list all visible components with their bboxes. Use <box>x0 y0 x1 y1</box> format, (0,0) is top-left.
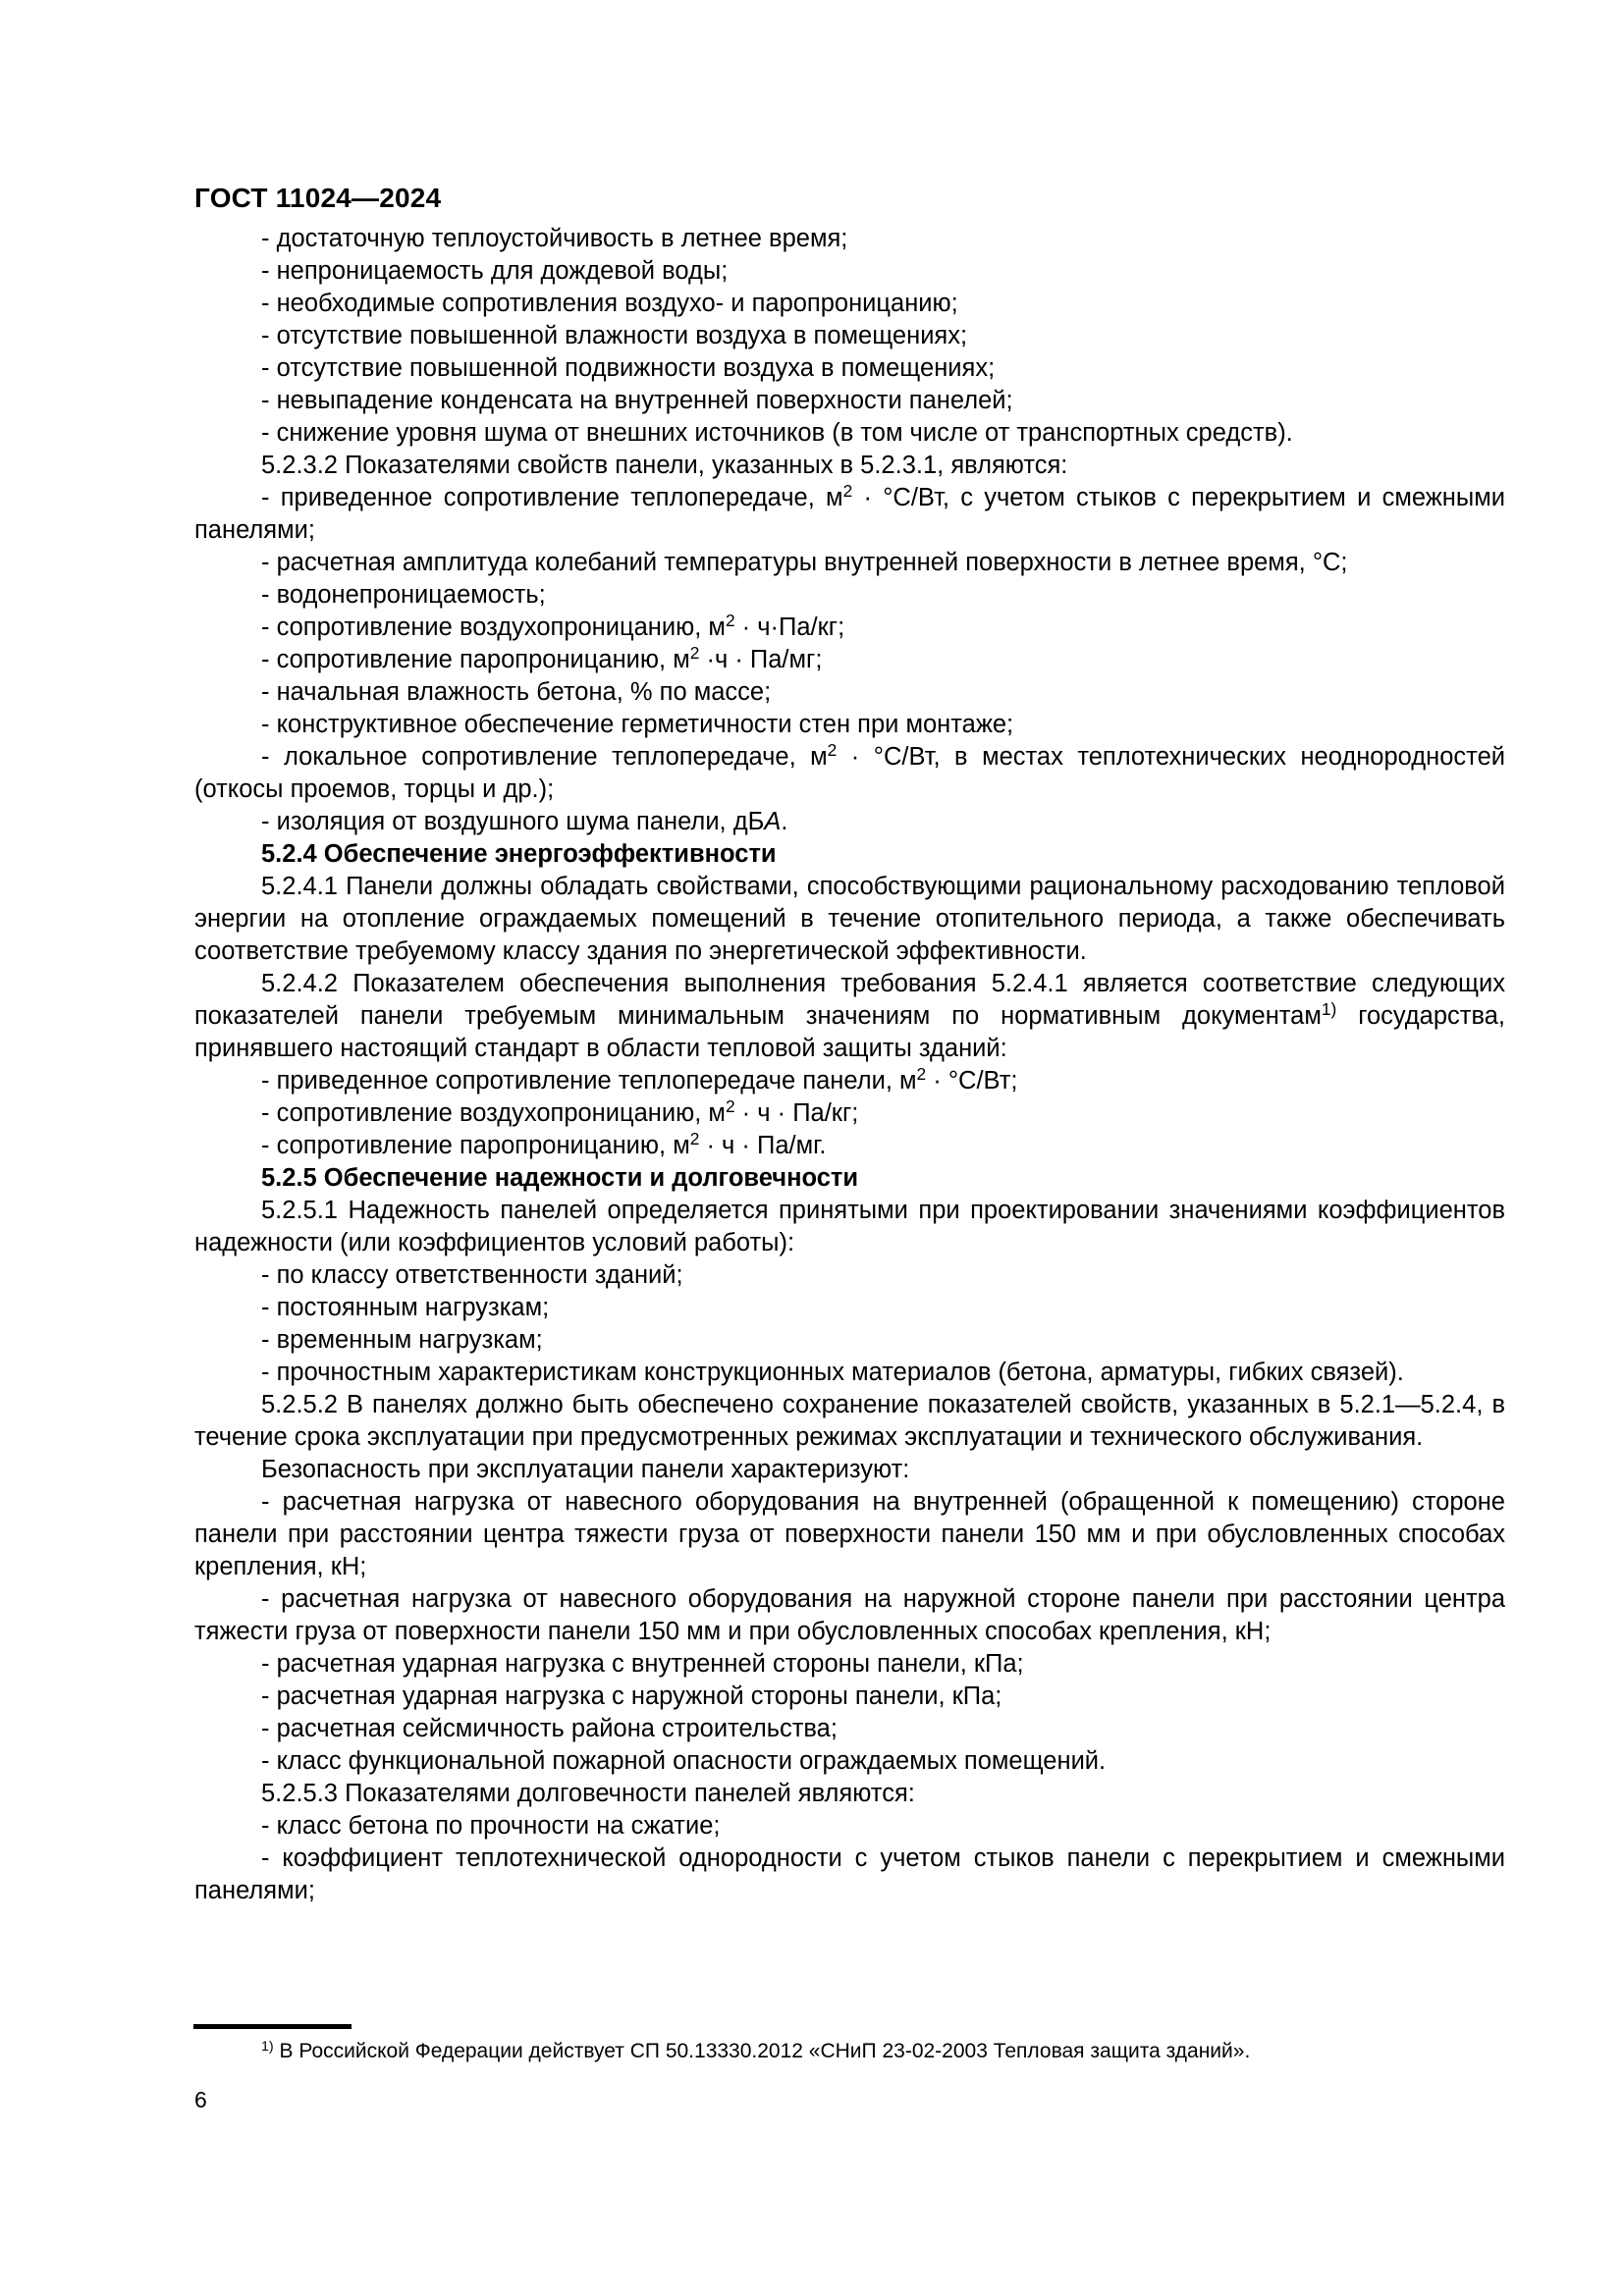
paragraph: 5.2.5.1 Надежность панелей определяется принятыми при проектировании значениями коэффициентов надежности (или коэффициентов условий работы): <box>194 1197 1505 1256</box>
paragraph: - снижение уровня шума от внешних источников (в том числе от транспортных средств). <box>261 419 1293 447</box>
footnote <box>194 2038 1505 2064</box>
paragraph: - локальное сопротивление теплопередаче, $м^2 \cdot ^\circ С/Вт$, в местах теплотехнических неоднородностей (откосы проемов, торцы и др.); <box>194 740 1505 803</box>
paragraph: - водонепроницаемость; <box>261 581 546 609</box>
paragraph: - приведенное сопротивление теплопередаче панели, $м^2 \cdot ^\circ С/Вт$; <box>261 1064 1018 1095</box>
paragraph: - расчетная нагрузка от навесного оборудования на внутренней (обращенной к помещению) стороне панели при расстоянии центра тяжести груза от поверхности панели 150 мм и при обусловленных способах крепления, кН; <box>194 1488 1505 1580</box>
paragraph: - достаточную теплоустойчивость в летнее время; <box>261 225 848 252</box>
paragraph: - коэффициент теплотехнической однородности с учетом стыков панели с перекрытием и смежными панелями; <box>194 1844 1505 1904</box>
paragraph: - сопротивление паропроницанию, $м^2 \cdot ч \cdot Па/мг$; <box>261 643 823 673</box>
paragraph: - расчетная ударная нагрузка с внутренней стороны панели, кПа; <box>261 1650 1024 1678</box>
paragraph: Безопасность при эксплуатации панели характеризуют: <box>261 1456 910 1483</box>
paragraph: - расчетная сейсмичность района строительства; <box>261 1715 838 1742</box>
paragraph: - изоляция от воздушного шума панели, дБА. <box>261 808 788 835</box>
paragraph: - отсутствие повышенной влажности воздуха в помещениях; <box>261 322 968 349</box>
section-heading: 5.2.4 Обеспечение энергоэффективности <box>261 840 777 868</box>
paragraph: 5.2.4.1 Панели должны обладать свойствами, способствующими рациональному расходованию тепловой энергии на отопление ограждаемых помещений в течение отопительного периода, а также обеспечивать соответствие требуемому классу здания по энергетической эффективности. <box>194 873 1505 965</box>
footnote-marker: 1) <box>261 2039 274 2055</box>
paragraph: - класс функциональной пожарной опасности ограждаемых помещений. <box>261 1747 1107 1775</box>
paragraph: 5.2.5.2 В панелях должно быть обеспечено сохранение показателей свойств, указанных в 5.2.1—5.2.4, в течение срока эксплуатации при предусмотренных режимах эксплуатации и технического обслуживания. <box>194 1391 1505 1451</box>
paragraph: - расчетная ударная нагрузка с наружной стороны панели, кПа; <box>261 1682 1002 1710</box>
paragraph: - конструктивное обеспечение герметичности стен при монтаже; <box>261 711 1014 738</box>
paragraph: - расчетная амплитуда колебаний температуры внутренней поверхности в летнее время, °С; <box>261 549 1348 576</box>
paragraph: - расчетная нагрузка от навесного оборудования на наружной стороне панели при расстоянии центра тяжести груза от поверхности панели 150 мм и при обусловленных способах крепления, кН; <box>194 1585 1505 1645</box>
paragraph: - по классу ответственности зданий; <box>261 1261 683 1289</box>
paragraph: - прочностным характеристикам конструкционных материалов (бетона, арматуры, гибких связей). <box>261 1359 1404 1386</box>
paragraph: - начальная влажность бетона, % по массе; <box>261 678 772 706</box>
paragraph: 5.2.4.2 Показателем обеспечения выполнения требования 5.2.4.1 является соответствие следующих показателей панели требуемым минимальным значениям по нормативным документам$^{1)}$ государства, принявшего настоящий стандарт в области тепловой защиты зданий: <box>194 970 1505 1062</box>
paragraph: - постоянным нагрузкам; <box>261 1294 550 1321</box>
paragraph: - сопротивление воздухопроницанию, $м^2 \cdot ч \cdot Па/кг$; <box>261 1096 859 1127</box>
paragraph: - класс бетона по прочности на сжатие; <box>261 1812 721 1840</box>
section-heading: 5.2.5 Обеспечение надежности и долговечности <box>261 1164 859 1192</box>
document-body <box>194 223 1505 1907</box>
paragraph: - невыпадение конденсата на внутренней поверхности панелей; <box>261 387 1013 414</box>
paragraph: - временным нагрузкам; <box>261 1326 543 1354</box>
paragraph: - отсутствие повышенной подвижности воздуха в помещениях; <box>261 354 996 382</box>
paragraph: - сопротивление воздухопроницанию, $м^2 \cdot ч\cdot Па/кг$; <box>261 611 845 641</box>
footnote-separator <box>193 2024 352 2029</box>
document-header: ГОСТ 11024—2024 <box>194 183 442 213</box>
paragraph: - необходимые сопротивления воздухо- и паропроницанию; <box>261 290 958 317</box>
paragraph: - непроницаемость для дождевой воды; <box>261 257 729 285</box>
paragraph: - приведенное сопротивление теплопередаче, $м^2 \cdot ^\circ С/Вт$, с учетом стыков с перекрытием и смежными панелями; <box>194 481 1505 544</box>
paragraph: 5.2.5.3 Показателями долговечности панелей являются: <box>261 1780 915 1807</box>
footnote-body-text: В Российской Федерации действует СП 50.13330.2012 «СНиП 23-02-2003 Тепловая защита зданий». <box>273 2040 1251 2062</box>
paragraph: 5.2.3.2 Показателями свойств панели, указанных в 5.2.3.1, являются: <box>261 452 1068 479</box>
footnote-text <box>194 2038 1505 2064</box>
page-number: 6 <box>194 2087 207 2112</box>
paragraph: - сопротивление паропроницанию, $м^2 \cdot ч \cdot Па/мг$. <box>261 1129 827 1159</box>
